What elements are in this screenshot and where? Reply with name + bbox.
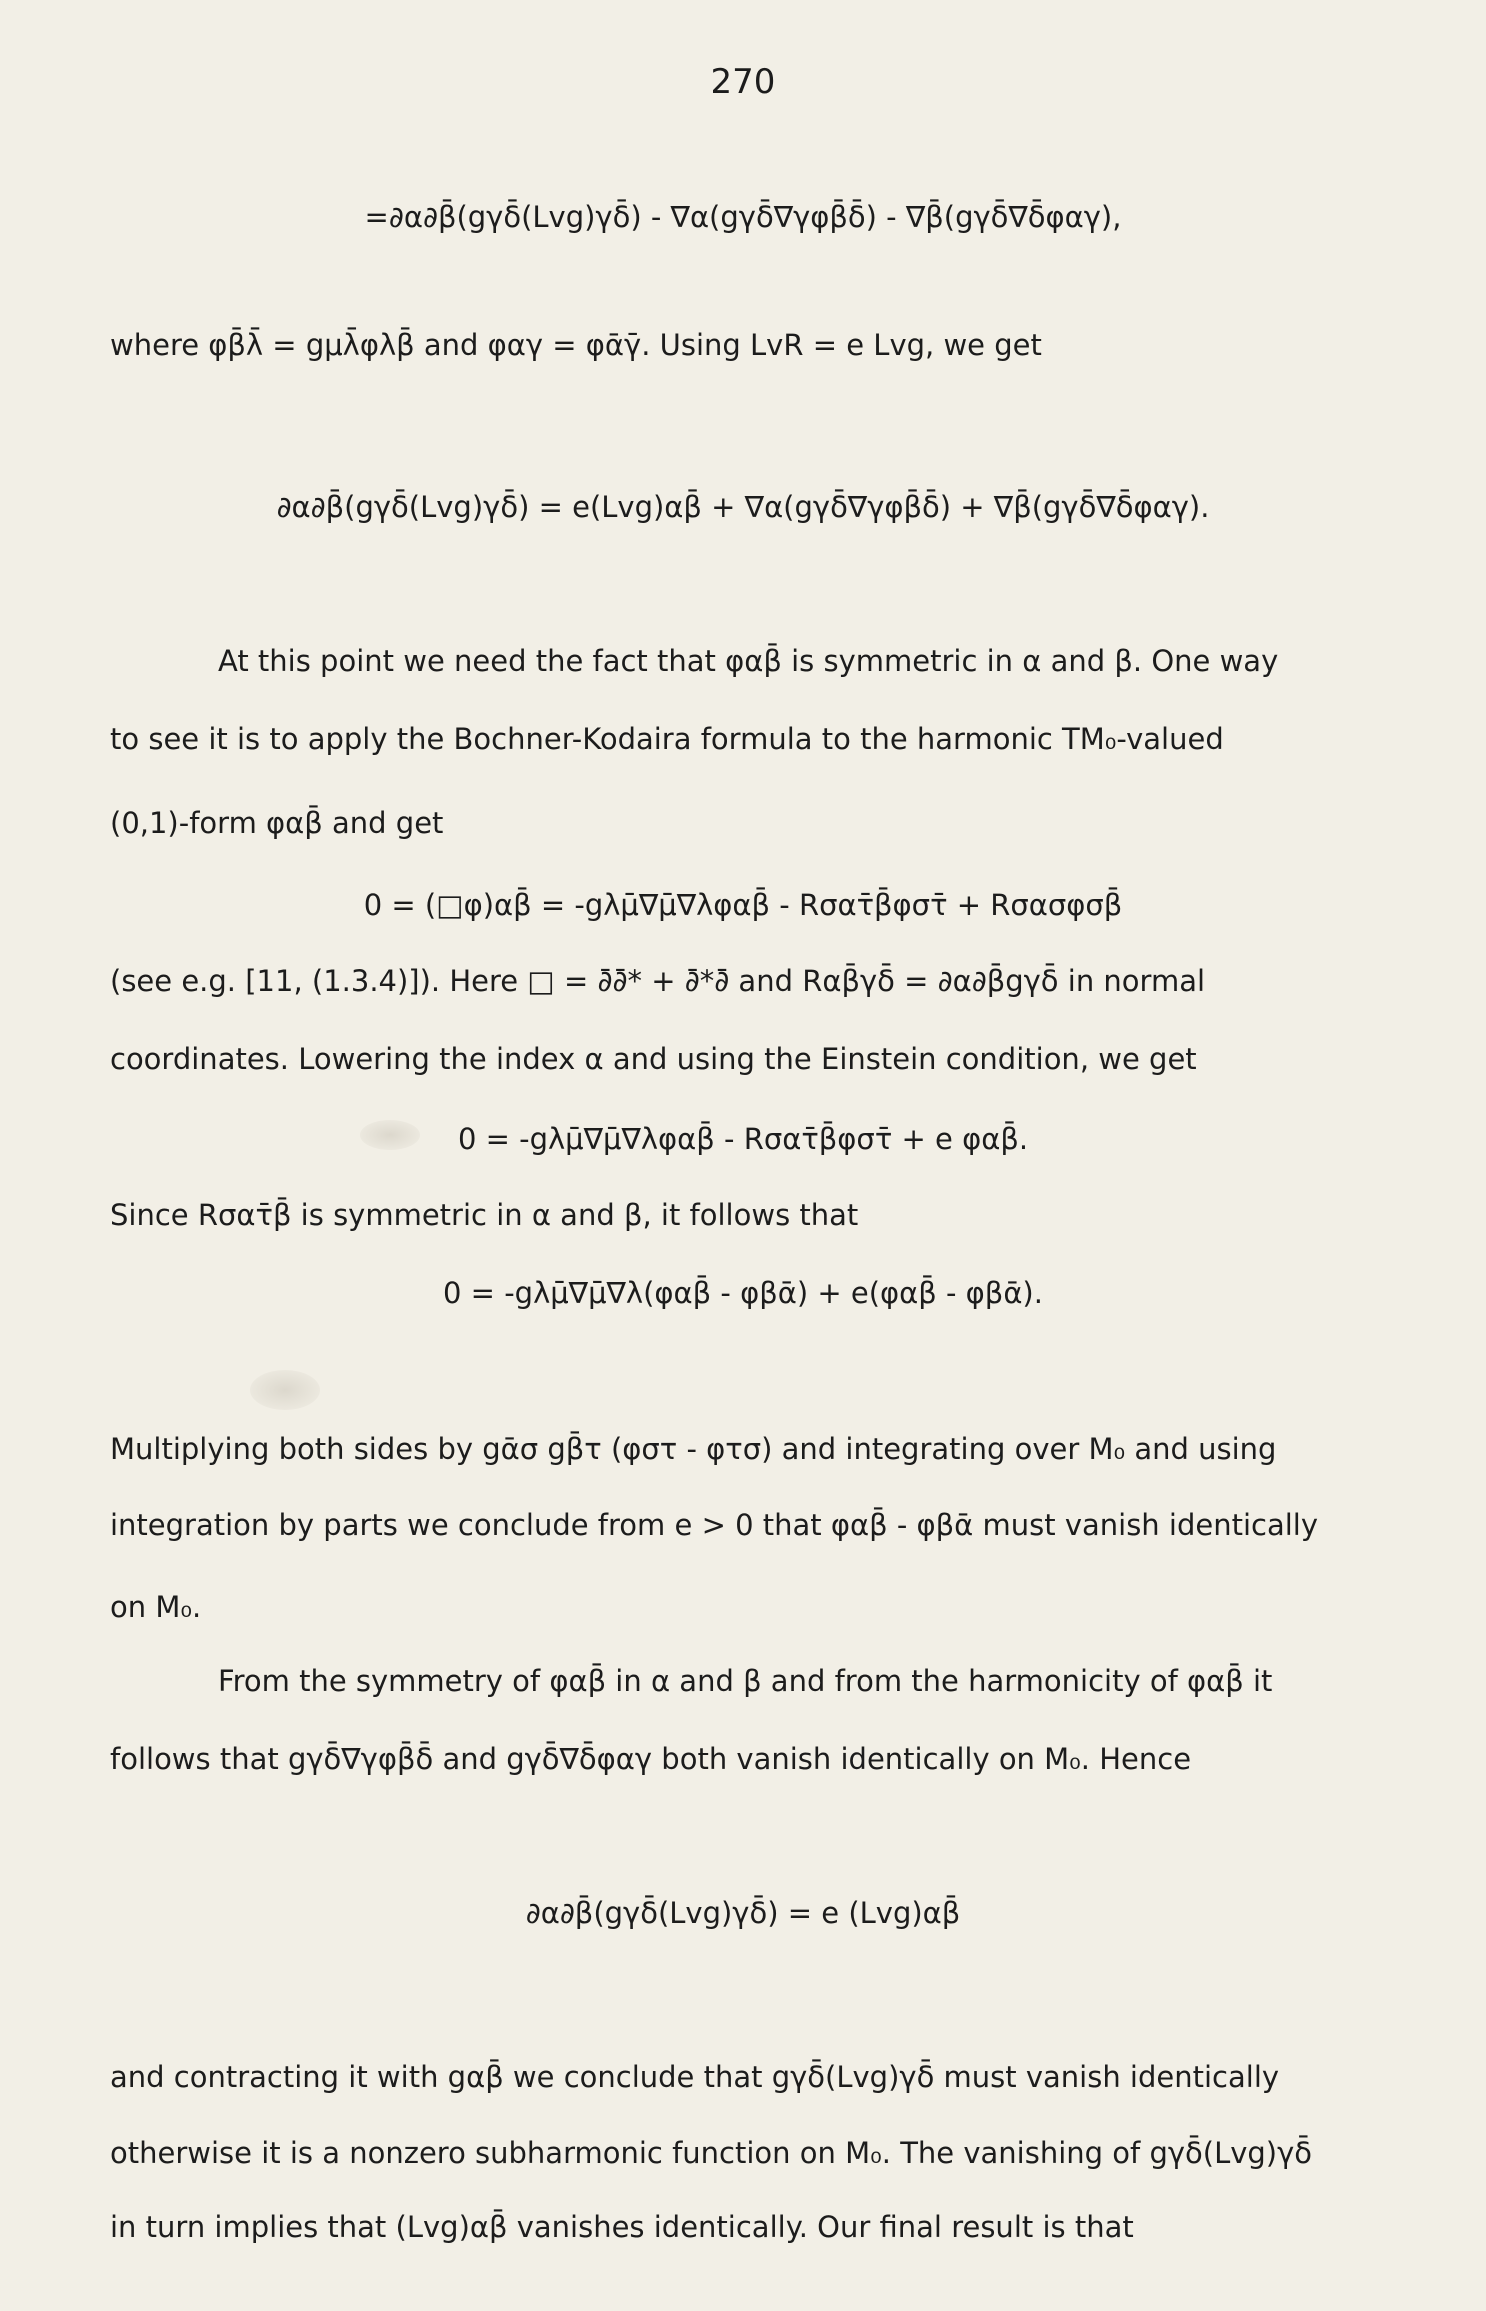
paragraph-line: From the symmetry of φαβ̄ in α and β and from the harmonicity of φαβ̄ it: [218, 1664, 1273, 1698]
where-line-text: where φβ̄λ̄ = gμλ̄φλβ̄ and φαγ = φᾱγ̄. Using LvR = e Lvg, we get: [110, 328, 1042, 362]
paragraph-line: otherwise it is a nonzero subharmonic function on M₀. The vanishing of gγδ̄(Lvg)γδ̄: [110, 2136, 1313, 2170]
stain-mark: [250, 1370, 320, 1410]
paragraph-line: (see e.g. [11, (1.3.4)]). Here □ = ∂̄∂̄* + ∂̄*∂̄ and Rαβ̄γδ̄ = ∂α∂β̄gγδ̄ in normal: [110, 964, 1206, 998]
paragraph-line: to see it is to apply the Bochner-Kodaira formula to the harmonic TM₀-valued: [110, 722, 1224, 756]
equation-4: 0 = -gλμ̄∇μ̄∇λφαβ̄ - Rσατ̄β̄φστ̄ + e φαβ̄.: [457, 1122, 1029, 1156]
paragraph-line: on M₀.: [110, 1590, 202, 1624]
paragraph-line: Multiplying both sides by gᾱσ gβ̄τ (φστ - φτσ) and integrating over M₀ and using: [110, 1432, 1277, 1466]
paragraph-line: (0,1)-form φαβ̄ and get: [110, 806, 444, 840]
paragraph-line: and contracting it with gαβ̄ we conclude that gγδ̄(Lvg)γδ̄ must vanish identically: [110, 2060, 1280, 2094]
paragraph-line: Since Rσατ̄β̄ is symmetric in α and β, it follows that: [110, 1198, 859, 1232]
paragraph-line: in turn implies that (Lvg)αβ̄ vanishes identically. Our final result is that: [110, 2210, 1134, 2244]
equation-3: 0 = (□φ)αβ̄ = -gλμ̄∇μ̄∇λφαβ̄ - Rσατ̄β̄φστ̄ + Rσασφσβ̄: [363, 888, 1123, 922]
equation-6: ∂α∂β̄(gγδ̄(Lvg)γδ̄) = e (Lvg)αβ̄: [525, 1896, 961, 1930]
paragraph-line: integration by parts we conclude from e > 0 that φαβ̄ - φβᾱ must vanish identically: [110, 1508, 1319, 1542]
equation-5: 0 = -gλμ̄∇μ̄∇λ(φαβ̄ - φβᾱ) + e(φαβ̄ - φβᾱ).: [443, 1276, 1043, 1310]
where-line: [110, 328, 1416, 362]
paragraph-line: follows that gγδ̄∇γφβ̄δ̄ and gγδ̄∇δ̄φαγ both vanish identically on M₀. Hence: [110, 1742, 1192, 1776]
paragraph-line: At this point we need the fact that φαβ̄ is symmetric in α and β. One way: [218, 644, 1279, 678]
equation-1: =∂α∂β̄(gγδ̄(Lvg)γδ̄) - ∇α(gγδ̄∇γφβ̄δ̄) - ∇β̄(gγδ̄∇δ̄φαγ),: [364, 200, 1122, 234]
page-number: 270: [710, 62, 776, 102]
equation-2: ∂α∂β̄(gγδ̄(Lvg)γδ̄) = e(Lvg)αβ̄ + ∇α(gγδ̄∇γφβ̄δ̄) + ∇β̄(gγδ̄∇δ̄φαγ).: [276, 490, 1210, 524]
paragraph-line: coordinates. Lowering the index α and using the Einstein condition, we get: [110, 1042, 1197, 1076]
